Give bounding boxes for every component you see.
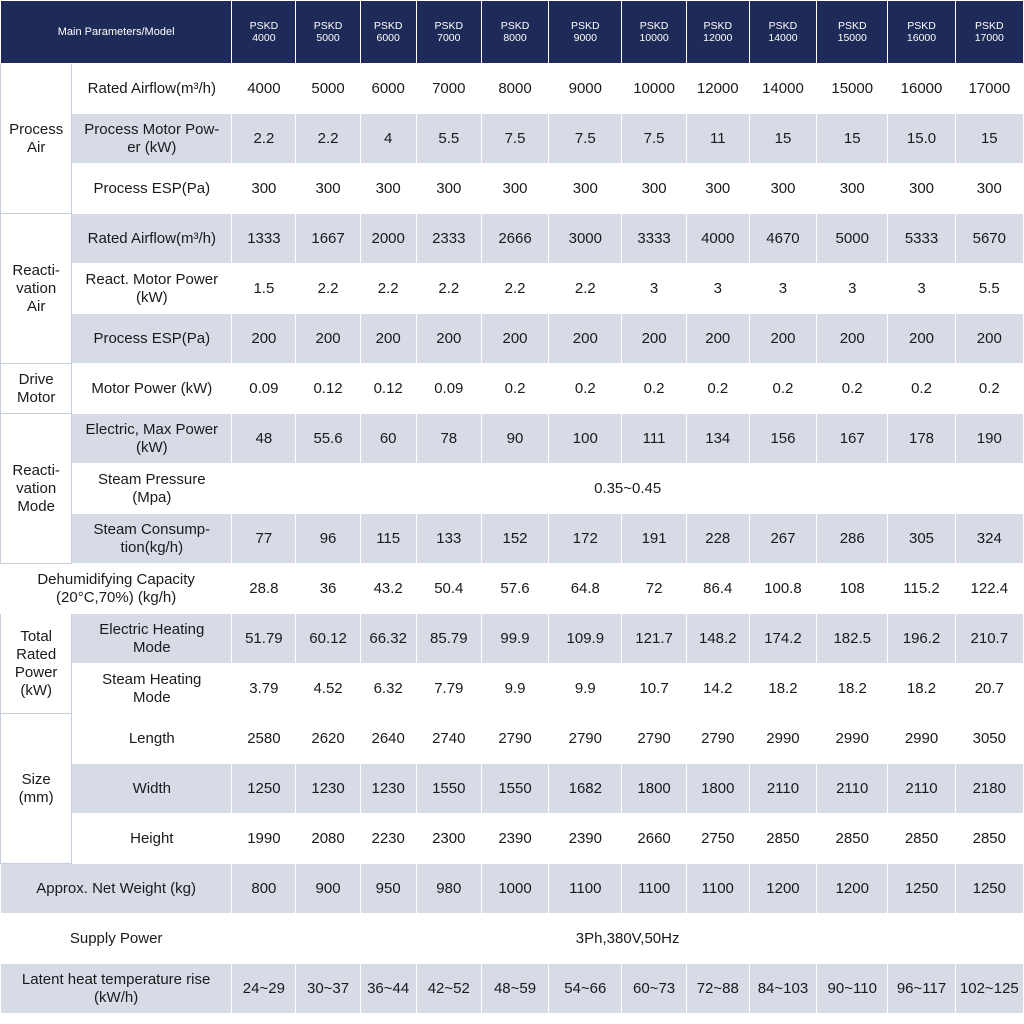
value-cell: 0.09 [232, 364, 296, 414]
value-cell: 1200 [817, 864, 888, 914]
value-cell: 90~110 [817, 964, 888, 1014]
row-label: Supply Power [1, 914, 232, 964]
value-cell: 1200 [749, 864, 816, 914]
value-cell: 60.12 [296, 614, 360, 664]
row-label: Process ESP(Pa) [72, 164, 232, 214]
value-cell: 210.7 [955, 614, 1023, 664]
value-cell: 5333 [888, 214, 955, 264]
value-cell: 8000 [481, 64, 548, 114]
row-label: Process ESP(Pa) [72, 314, 232, 364]
row-label: Width [72, 764, 232, 814]
value-cell: 11 [686, 114, 749, 164]
value-cell: 2180 [955, 764, 1023, 814]
value-cell: 17000 [955, 64, 1023, 114]
value-cell: 305 [888, 514, 955, 564]
value-cell: 2.2 [481, 264, 548, 314]
value-cell: 1.5 [232, 264, 296, 314]
row-label: Motor Power (kW) [72, 364, 232, 414]
spanned-value-cell: 0.35~0.45 [232, 464, 1024, 514]
model-column-header: PSKD 7000 [416, 1, 481, 64]
value-cell: 0.2 [749, 364, 816, 414]
value-cell: 0.2 [549, 364, 622, 414]
value-cell: 324 [955, 514, 1023, 564]
model-column-header: PSKD 4000 [232, 1, 296, 64]
value-cell: 191 [622, 514, 686, 564]
value-cell: 86.4 [686, 564, 749, 614]
value-cell: 43.2 [360, 564, 416, 614]
value-cell: 0.09 [416, 364, 481, 414]
value-cell: 0.2 [686, 364, 749, 414]
value-cell: 10000 [622, 64, 686, 114]
value-cell: 2000 [360, 214, 416, 264]
value-cell: 115 [360, 514, 416, 564]
value-cell: 300 [232, 164, 296, 214]
value-cell: 950 [360, 864, 416, 914]
value-cell: 14.2 [686, 664, 749, 714]
value-cell: 60 [360, 414, 416, 464]
main-parameters-label: Main Parameters/Model [1, 1, 232, 64]
table-row [1, 764, 1024, 814]
value-cell: 300 [296, 164, 360, 214]
value-cell: 100.8 [749, 564, 816, 614]
value-cell: 2390 [481, 814, 548, 864]
value-cell: 228 [686, 514, 749, 564]
model-column-header: PSKD 16000 [888, 1, 955, 64]
value-cell: 148.2 [686, 614, 749, 664]
value-cell: 2990 [888, 714, 955, 764]
spanned-value-cell: 3Ph,380V,50Hz [232, 914, 1024, 964]
value-cell: 1100 [686, 864, 749, 914]
value-cell: 300 [549, 164, 622, 214]
value-cell: 15000 [817, 64, 888, 114]
value-cell: 300 [686, 164, 749, 214]
row-group-label: Size (mm) [1, 714, 72, 864]
value-cell: 2300 [416, 814, 481, 864]
value-cell: 2.2 [360, 264, 416, 314]
value-cell: 200 [749, 314, 816, 364]
value-cell: 78 [416, 414, 481, 464]
value-cell: 24~29 [232, 964, 296, 1014]
value-cell: 1100 [549, 864, 622, 914]
value-cell: 2333 [416, 214, 481, 264]
value-cell: 28.8 [232, 564, 296, 614]
value-cell: 96~117 [888, 964, 955, 1014]
value-cell: 102~125 [955, 964, 1023, 1014]
value-cell: 267 [749, 514, 816, 564]
value-cell: 72~88 [686, 964, 749, 1014]
value-cell: 2.2 [549, 264, 622, 314]
value-cell: 2080 [296, 814, 360, 864]
value-cell: 3 [888, 264, 955, 314]
value-cell: 300 [481, 164, 548, 214]
value-cell: 109.9 [549, 614, 622, 664]
value-cell: 200 [481, 314, 548, 364]
value-cell: 5000 [296, 64, 360, 114]
value-cell: 1990 [232, 814, 296, 864]
value-cell: 200 [686, 314, 749, 364]
value-cell: 1333 [232, 214, 296, 264]
value-cell: 64.8 [549, 564, 622, 614]
value-cell: 36 [296, 564, 360, 614]
value-cell: 3 [686, 264, 749, 314]
table-row [1, 714, 1024, 764]
row-group-label: Total Rated Power (kW) [1, 614, 72, 714]
value-cell: 172 [549, 514, 622, 564]
row-group-label: Process Air [1, 64, 72, 214]
value-cell: 5.5 [955, 264, 1023, 314]
value-cell: 18.2 [817, 664, 888, 714]
value-cell: 133 [416, 514, 481, 564]
value-cell: 18.2 [888, 664, 955, 714]
row-label: Steam Heating Mode [72, 664, 232, 714]
value-cell: 2790 [622, 714, 686, 764]
value-cell: 7.79 [416, 664, 481, 714]
value-cell: 54~66 [549, 964, 622, 1014]
value-cell: 200 [549, 314, 622, 364]
value-cell: 200 [955, 314, 1023, 364]
row-label: Rated Airflow(m³/h) [72, 214, 232, 264]
value-cell: 174.2 [749, 614, 816, 664]
value-cell: 0.2 [481, 364, 548, 414]
value-cell: 200 [817, 314, 888, 364]
value-cell: 90 [481, 414, 548, 464]
value-cell: 1000 [481, 864, 548, 914]
value-cell: 96 [296, 514, 360, 564]
value-cell: 12000 [686, 64, 749, 114]
value-cell: 2850 [955, 814, 1023, 864]
value-cell: 1250 [955, 864, 1023, 914]
value-cell: 200 [232, 314, 296, 364]
model-column-header: PSKD 5000 [296, 1, 360, 64]
value-cell: 2620 [296, 714, 360, 764]
value-cell: 167 [817, 414, 888, 464]
value-cell: 200 [622, 314, 686, 364]
table-row [1, 864, 1024, 914]
value-cell: 2110 [817, 764, 888, 814]
value-cell: 3 [749, 264, 816, 314]
row-label: Rated Airflow(m³/h) [72, 64, 232, 114]
value-cell: 1100 [622, 864, 686, 914]
table-row [1, 114, 1024, 164]
table-row [1, 514, 1024, 564]
value-cell: 14000 [749, 64, 816, 114]
value-cell: 2.2 [232, 114, 296, 164]
value-cell: 51.79 [232, 614, 296, 664]
model-column-header: PSKD 8000 [481, 1, 548, 64]
value-cell: 2230 [360, 814, 416, 864]
value-cell: 300 [888, 164, 955, 214]
value-cell: 4.52 [296, 664, 360, 714]
row-group-label: Reacti- vation Mode [1, 414, 72, 564]
value-cell: 50.4 [416, 564, 481, 614]
model-column-header: PSKD 15000 [817, 1, 888, 64]
row-label: Steam Consump- tion(kg/h) [72, 514, 232, 564]
value-cell: 2640 [360, 714, 416, 764]
value-cell: 1550 [416, 764, 481, 814]
value-cell: 300 [749, 164, 816, 214]
row-group-label: Drive Motor [1, 364, 72, 414]
value-cell: 1250 [888, 864, 955, 914]
value-cell: 200 [888, 314, 955, 364]
value-cell: 15 [817, 114, 888, 164]
value-cell: 2.2 [296, 264, 360, 314]
value-cell: 2750 [686, 814, 749, 864]
value-cell: 300 [817, 164, 888, 214]
value-cell: 980 [416, 864, 481, 914]
value-cell: 1230 [296, 764, 360, 814]
row-label: Process Motor Pow- er (kW) [72, 114, 232, 164]
value-cell: 152 [481, 514, 548, 564]
value-cell: 300 [416, 164, 481, 214]
value-cell: 2790 [686, 714, 749, 764]
header-row [1, 1, 1024, 64]
value-cell: 48 [232, 414, 296, 464]
value-cell: 6.32 [360, 664, 416, 714]
value-cell: 20.7 [955, 664, 1023, 714]
table-row [1, 564, 1024, 614]
row-label: Length [72, 714, 232, 764]
value-cell: 134 [686, 414, 749, 464]
value-cell: 1550 [481, 764, 548, 814]
value-cell: 3050 [955, 714, 1023, 764]
value-cell: 7.5 [622, 114, 686, 164]
value-cell: 60~73 [622, 964, 686, 1014]
value-cell: 3000 [549, 214, 622, 264]
value-cell: 1230 [360, 764, 416, 814]
value-cell: 6000 [360, 64, 416, 114]
value-cell: 7.5 [549, 114, 622, 164]
table-row [1, 614, 1024, 664]
row-group-label: Reacti- vation Air [1, 214, 72, 364]
table-row [1, 364, 1024, 414]
value-cell: 7000 [416, 64, 481, 114]
value-cell: 2850 [888, 814, 955, 864]
value-cell: 122.4 [955, 564, 1023, 614]
row-label: Height [72, 814, 232, 864]
value-cell: 15 [749, 114, 816, 164]
value-cell: 16000 [888, 64, 955, 114]
value-cell: 9000 [549, 64, 622, 114]
table-row [1, 164, 1024, 214]
value-cell: 800 [232, 864, 296, 914]
value-cell: 7.5 [481, 114, 548, 164]
value-cell: 2790 [481, 714, 548, 764]
value-cell: 2740 [416, 714, 481, 764]
value-cell: 1800 [686, 764, 749, 814]
value-cell: 2110 [749, 764, 816, 814]
model-column-header: PSKD 6000 [360, 1, 416, 64]
table-row [1, 914, 1024, 964]
value-cell: 18.2 [749, 664, 816, 714]
value-cell: 2.2 [416, 264, 481, 314]
value-cell: 1800 [622, 764, 686, 814]
table-body [1, 64, 1024, 1014]
value-cell: 190 [955, 414, 1023, 464]
value-cell: 115.2 [888, 564, 955, 614]
value-cell: 84~103 [749, 964, 816, 1014]
value-cell: 2850 [749, 814, 816, 864]
value-cell: 0.2 [955, 364, 1023, 414]
row-label: Electric, Max Power (kW) [72, 414, 232, 464]
value-cell: 0.2 [888, 364, 955, 414]
value-cell: 5670 [955, 214, 1023, 264]
value-cell: 286 [817, 514, 888, 564]
row-label: Electric Heating Mode [72, 614, 232, 664]
value-cell: 108 [817, 564, 888, 614]
value-cell: 36~44 [360, 964, 416, 1014]
value-cell: 900 [296, 864, 360, 914]
value-cell: 10.7 [622, 664, 686, 714]
value-cell: 15.0 [888, 114, 955, 164]
value-cell: 300 [360, 164, 416, 214]
value-cell: 0.2 [817, 364, 888, 414]
value-cell: 9.9 [549, 664, 622, 714]
table-row [1, 464, 1024, 514]
row-label: Dehumidifying Capacity (20°C,70%) (kg/h) [1, 564, 232, 614]
value-cell: 0.2 [622, 364, 686, 414]
table-row [1, 414, 1024, 464]
value-cell: 182.5 [817, 614, 888, 664]
value-cell: 9.9 [481, 664, 548, 714]
value-cell: 111 [622, 414, 686, 464]
value-cell: 0.12 [296, 364, 360, 414]
value-cell: 121.7 [622, 614, 686, 664]
value-cell: 2850 [817, 814, 888, 864]
row-label: React. Motor Power (kW) [72, 264, 232, 314]
table-row [1, 664, 1024, 714]
value-cell: 15 [955, 114, 1023, 164]
table-header [1, 1, 1024, 64]
value-cell: 3 [622, 264, 686, 314]
value-cell: 2660 [622, 814, 686, 864]
model-column-header: PSKD 17000 [955, 1, 1023, 64]
value-cell: 2990 [817, 714, 888, 764]
value-cell: 2110 [888, 764, 955, 814]
value-cell: 77 [232, 514, 296, 564]
value-cell: 2790 [549, 714, 622, 764]
value-cell: 66.32 [360, 614, 416, 664]
value-cell: 2.2 [296, 114, 360, 164]
value-cell: 4000 [232, 64, 296, 114]
value-cell: 72 [622, 564, 686, 614]
value-cell: 3333 [622, 214, 686, 264]
value-cell: 4000 [686, 214, 749, 264]
model-column-header: PSKD 9000 [549, 1, 622, 64]
value-cell: 2580 [232, 714, 296, 764]
value-cell: 300 [955, 164, 1023, 214]
row-label: Approx. Net Weight (kg) [1, 864, 232, 914]
value-cell: 1682 [549, 764, 622, 814]
value-cell: 2666 [481, 214, 548, 264]
value-cell: 5000 [817, 214, 888, 264]
value-cell: 0.12 [360, 364, 416, 414]
value-cell: 1667 [296, 214, 360, 264]
value-cell: 1250 [232, 764, 296, 814]
value-cell: 42~52 [416, 964, 481, 1014]
value-cell: 85.79 [416, 614, 481, 664]
table-row [1, 814, 1024, 864]
value-cell: 30~37 [296, 964, 360, 1014]
table-row [1, 64, 1024, 114]
value-cell: 200 [416, 314, 481, 364]
value-cell: 100 [549, 414, 622, 464]
model-column-header: PSKD 14000 [749, 1, 816, 64]
value-cell: 4670 [749, 214, 816, 264]
value-cell: 4 [360, 114, 416, 164]
value-cell: 156 [749, 414, 816, 464]
value-cell: 99.9 [481, 614, 548, 664]
value-cell: 5.5 [416, 114, 481, 164]
value-cell: 55.6 [296, 414, 360, 464]
row-label: Steam Pressure (Mpa) [72, 464, 232, 514]
value-cell: 48~59 [481, 964, 548, 1014]
value-cell: 196.2 [888, 614, 955, 664]
table-row [1, 314, 1024, 364]
table-row [1, 964, 1024, 1014]
model-column-header: PSKD 10000 [622, 1, 686, 64]
value-cell: 3.79 [232, 664, 296, 714]
value-cell: 200 [296, 314, 360, 364]
value-cell: 200 [360, 314, 416, 364]
value-cell: 2990 [749, 714, 816, 764]
model-column-header: PSKD 12000 [686, 1, 749, 64]
value-cell: 3 [817, 264, 888, 314]
table-row [1, 264, 1024, 314]
row-label: Latent heat temperature rise (kW/h) [1, 964, 232, 1014]
table-row [1, 214, 1024, 264]
value-cell: 2390 [549, 814, 622, 864]
value-cell: 300 [622, 164, 686, 214]
value-cell: 57.6 [481, 564, 548, 614]
value-cell: 178 [888, 414, 955, 464]
